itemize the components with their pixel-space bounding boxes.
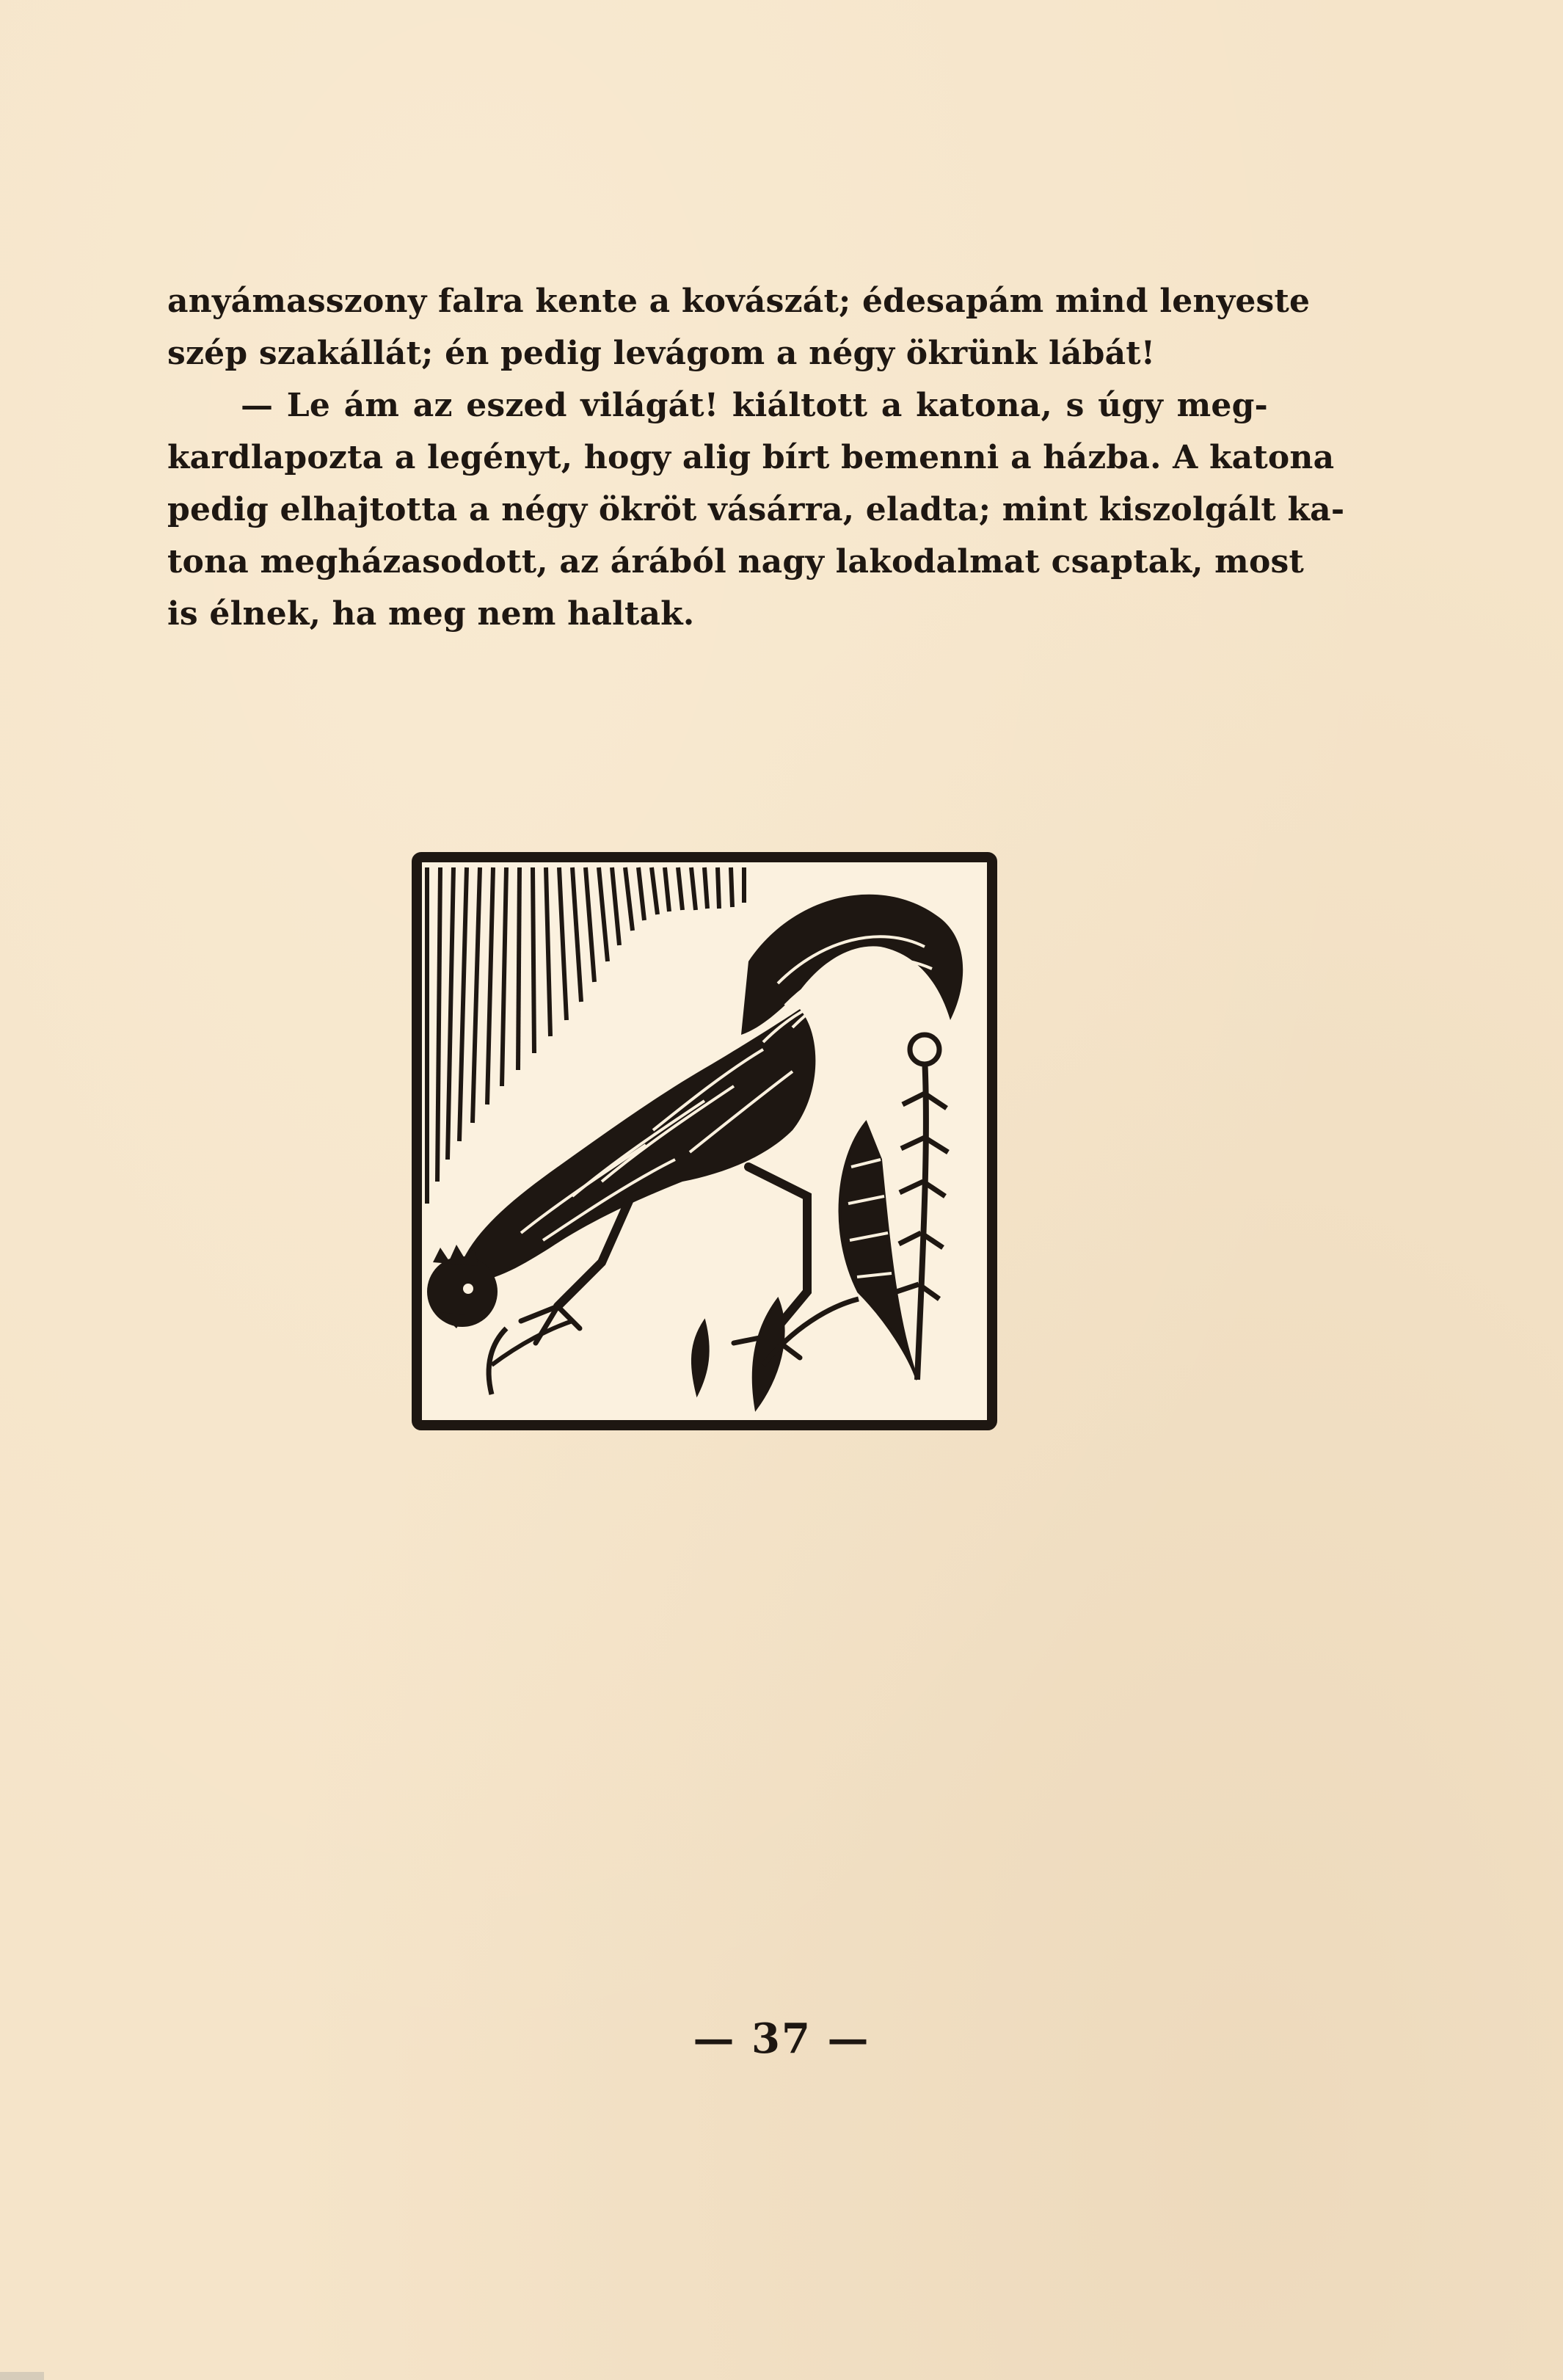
corner-stamp bbox=[0, 2372, 44, 2380]
hen-eye bbox=[463, 1284, 473, 1294]
flower-head bbox=[910, 1035, 939, 1064]
text-line: kardlapozta a legényt, hogy alig bírt bemenni a házba. A katona bbox=[167, 439, 1335, 476]
page-number: — 37 — bbox=[693, 2015, 870, 2063]
woodcut-illustration bbox=[411, 851, 998, 1431]
text-line: is élnek, ha meg nem haltak. bbox=[167, 595, 695, 633]
text-line: tona megházasodott, az árából nagy lakodalmat csaptak, most bbox=[167, 543, 1304, 581]
text-line: anyámasszony falra kente a kovászát; édesapám mind lenyeste bbox=[167, 283, 1311, 320]
text-line: szép szakállát; én pedig levágom a négy ökrünk lábát! bbox=[167, 335, 1156, 372]
text-line: pedig elhajtotta a négy ökröt vásárra, eladta; mint kiszolgált ka- bbox=[167, 491, 1345, 528]
body-text bbox=[167, 275, 1345, 640]
text-line: — Le ám az eszed világát! kiáltott a katona, s úgy meg- bbox=[241, 387, 1268, 424]
